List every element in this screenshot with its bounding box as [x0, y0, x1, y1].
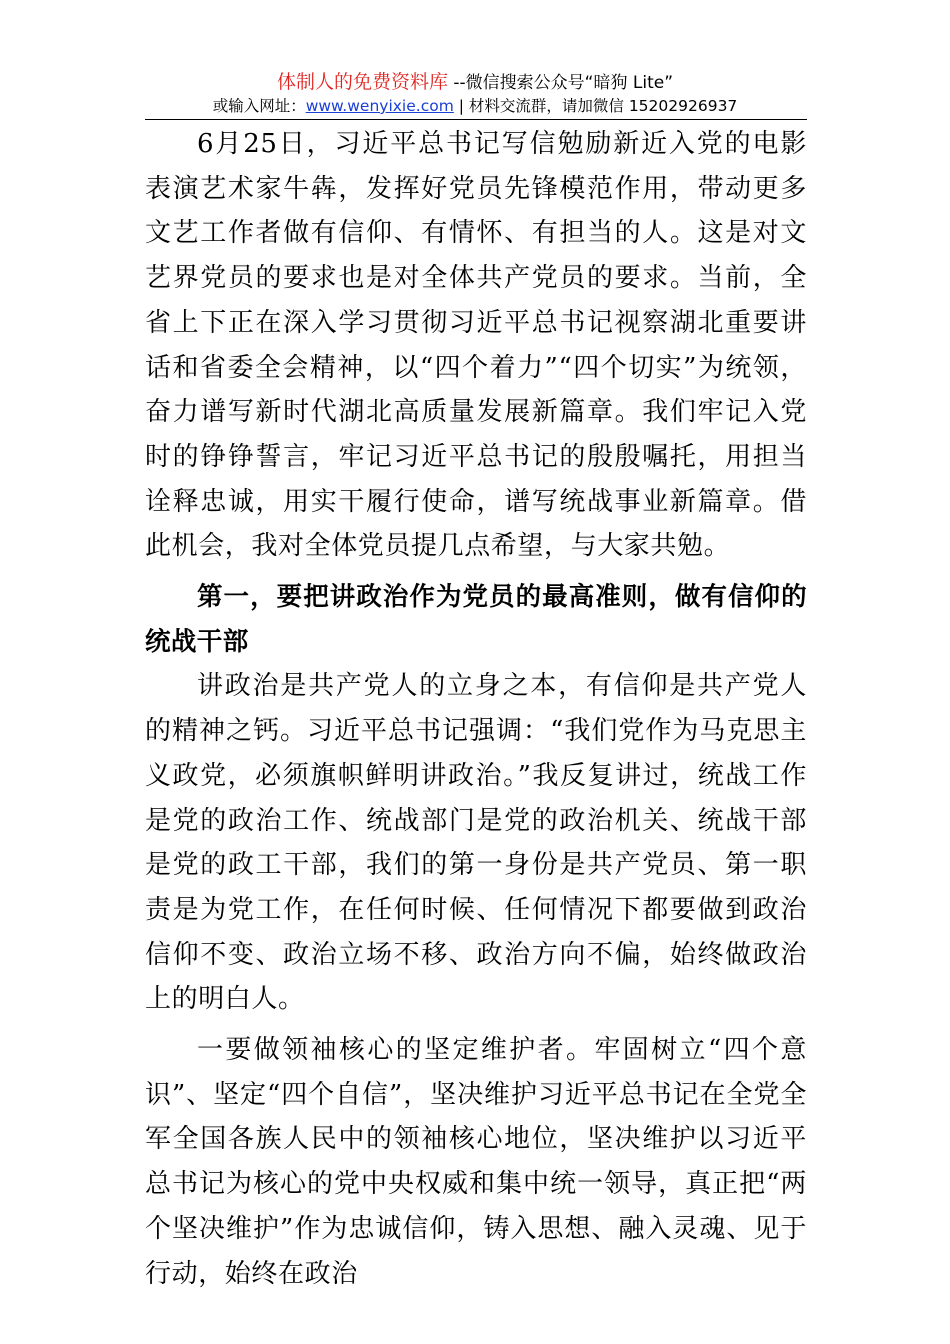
- header-brand: 体制人的免费资料库: [276, 71, 448, 93]
- header-wechat-note: --微信搜索公众号“暗狗 Lite”: [453, 73, 674, 93]
- document-body: [145, 122, 807, 1296]
- section-heading-1: 第一，要把讲政治作为党员的最高准则，做有信仰的统战干部: [145, 582, 807, 657]
- paragraph-politics: 讲政治是共产党人的立身之本，有信仰是共产党人的精神之钙。习近平总书记强调：“我们党作为马克思主义政党，必须旗帜鲜明讲政治。”我反复讲过，统战工作是党的政治工作、统战部门是党的政治机关、统战干部是党的政工干部，我们的第一身份是共产党员、第一职责是为党工作，在任何时候、任何情况下都要做到政治信仰不变、政治立场不移、政治方向不偏，始终做政治上的明白人。: [145, 671, 807, 1015]
- header-promo-line: [0, 70, 950, 95]
- paragraph-intro: 6月25日，习近平总书记写信勉励新近入党的电影表演艺术家牛犇，发挥好党员先锋模范作用，带动更多文艺工作者做有信仰、有情怀、有担当的人。这是对文艺界党员的要求也是对全体共产党员的要求。当前，全省上下正在深入学习贯彻习近平总书记视察湖北重要讲话和省委全会精神，以“四个着力”“四个切实”为统领，奋力谱写新时代湖北高质量发展新篇章。我们牢记入党时的铮铮誓言，牢记习近平总书记的殷殷嘱托，用担当诠释忠诚，用实干履行使命，谱写统战事业新篇章。借此机会，我对全体党员提几点希望，与大家共勉。: [145, 129, 807, 562]
- paragraph-core-leadership: 一要做领袖核心的坚定维护者。牢固树立“四个意识”、坚定“四个自信”，坚决维护习近平总书记在全党全军全国各族人民中的领袖核心地位，坚决维护以习近平总书记为核心的党中央权威和集中统一领导，真正把“两个坚决维护”作为忠诚信仰，铸入思想、融入灵魂、见于行动，始终在政治: [145, 1035, 807, 1289]
- header-divider: [145, 119, 807, 120]
- header-site-prefix: 或输入网址：: [212, 97, 306, 115]
- page-header: [0, 70, 950, 117]
- header-contact: | 材料交流群，请加微信 15202926937: [453, 97, 738, 115]
- header-contact-line: [0, 95, 950, 117]
- header-site-link[interactable]: www.wenyixie.com: [305, 97, 454, 115]
